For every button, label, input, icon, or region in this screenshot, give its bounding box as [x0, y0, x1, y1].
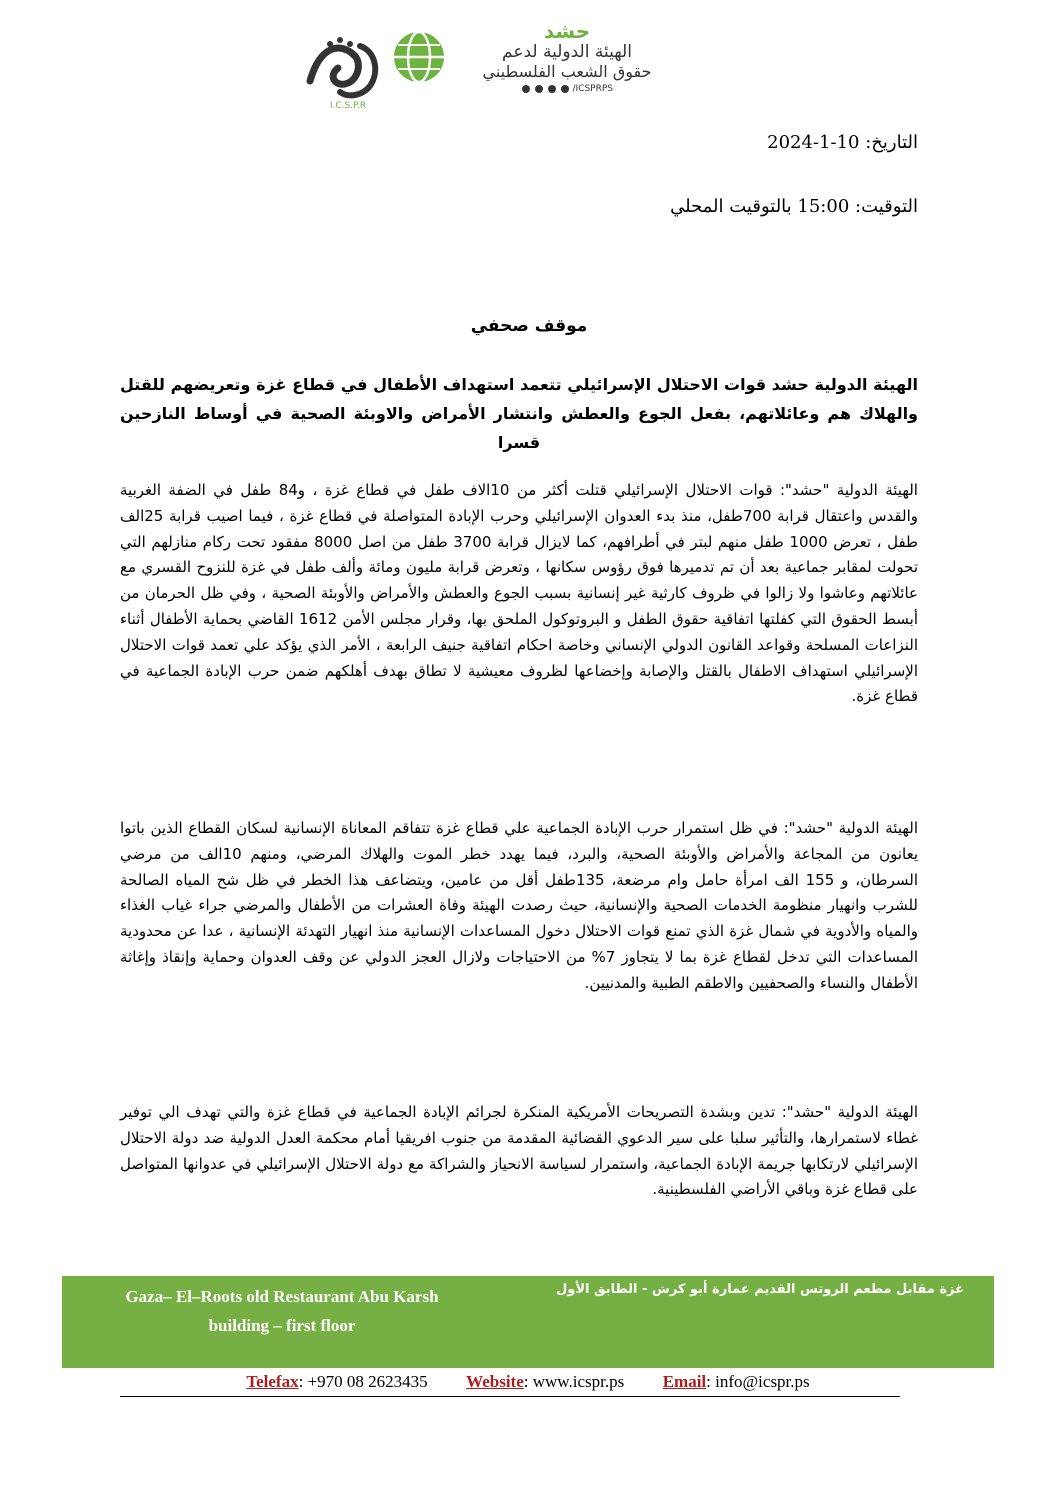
email-link[interactable]: : info@icspr.ps — [706, 1372, 810, 1391]
hashd-calligraphy-logo — [300, 26, 396, 112]
org-short-name: حشد — [543, 19, 591, 43]
contact-line — [62, 1372, 994, 1392]
address-english-line1: Gaza– El–Roots old Restaurant Abu Karsh — [125, 1287, 439, 1306]
twitter-icon[interactable] — [548, 85, 556, 93]
document-title: موقف صحفي — [470, 316, 588, 336]
telefax-label: Telefax — [246, 1372, 299, 1391]
headline: الهيئة الدولية حشد قوات الاحتلال الإسرائيلي تتعمد استهداف الأطفال في قطاع غزة وتعريضهم للقتل والهلاك هم وعائلاتهم، بفعل الجوع والعطش وانتشار الأمراض والاوبئة الصحية في أوساط النازحين قسرا — [120, 375, 918, 452]
org-name-line2: حقوق الشعب الفلسطيني — [482, 62, 652, 81]
social-handles — [452, 82, 682, 96]
youtube-icon[interactable] — [561, 85, 569, 93]
time-line: التوقيت: 15:00 بالتوقيت المحلي — [670, 196, 918, 217]
social-handle-text: /ICSPRPS — [572, 84, 613, 94]
logo-subtitle: I.C.S.P.R — [329, 101, 367, 111]
telefax-value: : +970 08 2623435 — [298, 1372, 428, 1391]
paragraph-3: الهيئة الدولية "حشد": تدين وبشدة التصريحات الأمريكية المنكرة لجرائم الإبادة الجماعية في قطاع غزة والتي تهدف الي توفير غطاء لاستمرارها، والتأثير سلبا على سير الدعوي القضائية المقدمة من جنوب افريقيا أمام محكمة العدل الدولية ضد دولة الاحتلال الإسرائيلي لارتكابها جريمة الإبادة الجماعية، واستمرار لسياسة الانحياز والشراكة مع دولة الاحتلال الإسرائيلي في عدوانها المتواصل على قطاع غزة وباقي الأراضي الفلسطينية. — [120, 1103, 918, 1199]
footer-address-band — [62, 1276, 994, 1368]
website-link[interactable]: : www.icspr.ps — [523, 1372, 625, 1391]
address-arabic: غزة مقابل مطعم الروتس القديم عمارة أبو كرش - الطابق الأول — [555, 1282, 964, 1297]
paragraph-1: الهيئة الدولية "حشد": قوات الاحتلال الإسرائيلي قتلت أكثر من 10الاف طفل في قطاع غزة ، و84 طفل في الضفة الغربية والقدس واعتقال قرابة 700طفل، منذ بدء العدوان الإسرائيلي وحرب الإبادة المتواصلة في قطاع غزة ، فيما اصيب قرابة 25الف طفل ، تعرض 1000 طفل منهم لبتر في أطرافهم، كما لايزال قرابة 3700 طفل من اصل 8000 مفقود تحت ركام منازلهم التي تحولت لمقابر جماعية بعد أن تم تدميرها فوق رؤوس سكانها ، وتعرض قرابة مليون ومائة وألف طفل في غزة للنزوح القسري مع عائلاتهم وعاشوا ولا زالوا في ظروف كارثية غير إنسانية بسبب الجوع والعطش والأمراض والأوبئة الصحية ، وفي ظل الحرمان من أبسط الحقوق التي كفلتها اتفاقية حقوق الطفل و البروتوكول الملحق بها، وقرار مجلس الأمن 1612 القاضي بحماية الأطفال أثناء النزاعات المسلحة وقواعد القانون الدولي الإنساني وخاصة احكام اتفاقية جنيف الرابعة ، الأمر الذي يؤكد علي تعمد قوات الاحتلال الإسرائيلي استهداف الاطفال بالقتل والإصابة وإخضاعها لظروف معيشية لا تطاق بهدف أهلكهم ضمن حرب الإبادة الجماعية في قطاع غزة. — [120, 481, 918, 706]
website-label: Website — [466, 1372, 524, 1391]
letterhead — [300, 20, 700, 112]
organization-name — [452, 20, 682, 96]
address-english-line2: building – first floor — [208, 1316, 356, 1335]
org-name-line1: الهيئة الدولية لدعم — [502, 42, 632, 62]
email-label: Email — [662, 1372, 707, 1391]
date-line: التاريخ: 10-1-2024 — [767, 132, 918, 153]
facebook-icon[interactable] — [522, 85, 530, 93]
globe-icon — [392, 30, 446, 84]
paragraph-2: الهيئة الدولية "حشد": في ظل استمرار حرب الإبادة الجماعية علي قطاع غزة تتفاقم المعاناة الإنسانية لسكان القطاع الذين باتوا يعانون من المجاعة والأمراض والأوبئة الصحية، والبرد، فيما يهدد خطر الموت والهلاك المرضي، ومنهم 10الف من مرضي السرطان، و 155 الف امرأة حامل وام مرضعة، 135طفل أقل من عامين، ويتضاعف هذا الخطر في ظل شح المياه الصالحة للشرب وانهيار منظومة الخدمات الصحية والإنسانية، حيث رصدت الهيئة وفاة العشرات من الأطفال والمرضي جراء غياب الغذاء والمياه والأدوية في شمال غزة الذي تمنع قوات الاحتلال دخول المساعدات الإنسانية منذ انهيار التهدئة الإنسانية ، عدا عن محدودية المساعدات التي تدخل لقطاع غزة بما لا يتجاوز 7% من الاحتياجات ولازال العجز الدولي عن وقف العدوان وحماية وإنقاذ وإغاثة الأطفال والنساء والصحفيين والاطقم الطبية والمدنيين. — [120, 819, 919, 992]
contact-divider — [120, 1396, 900, 1397]
address-english — [92, 1282, 472, 1340]
instagram-icon[interactable] — [535, 85, 543, 93]
